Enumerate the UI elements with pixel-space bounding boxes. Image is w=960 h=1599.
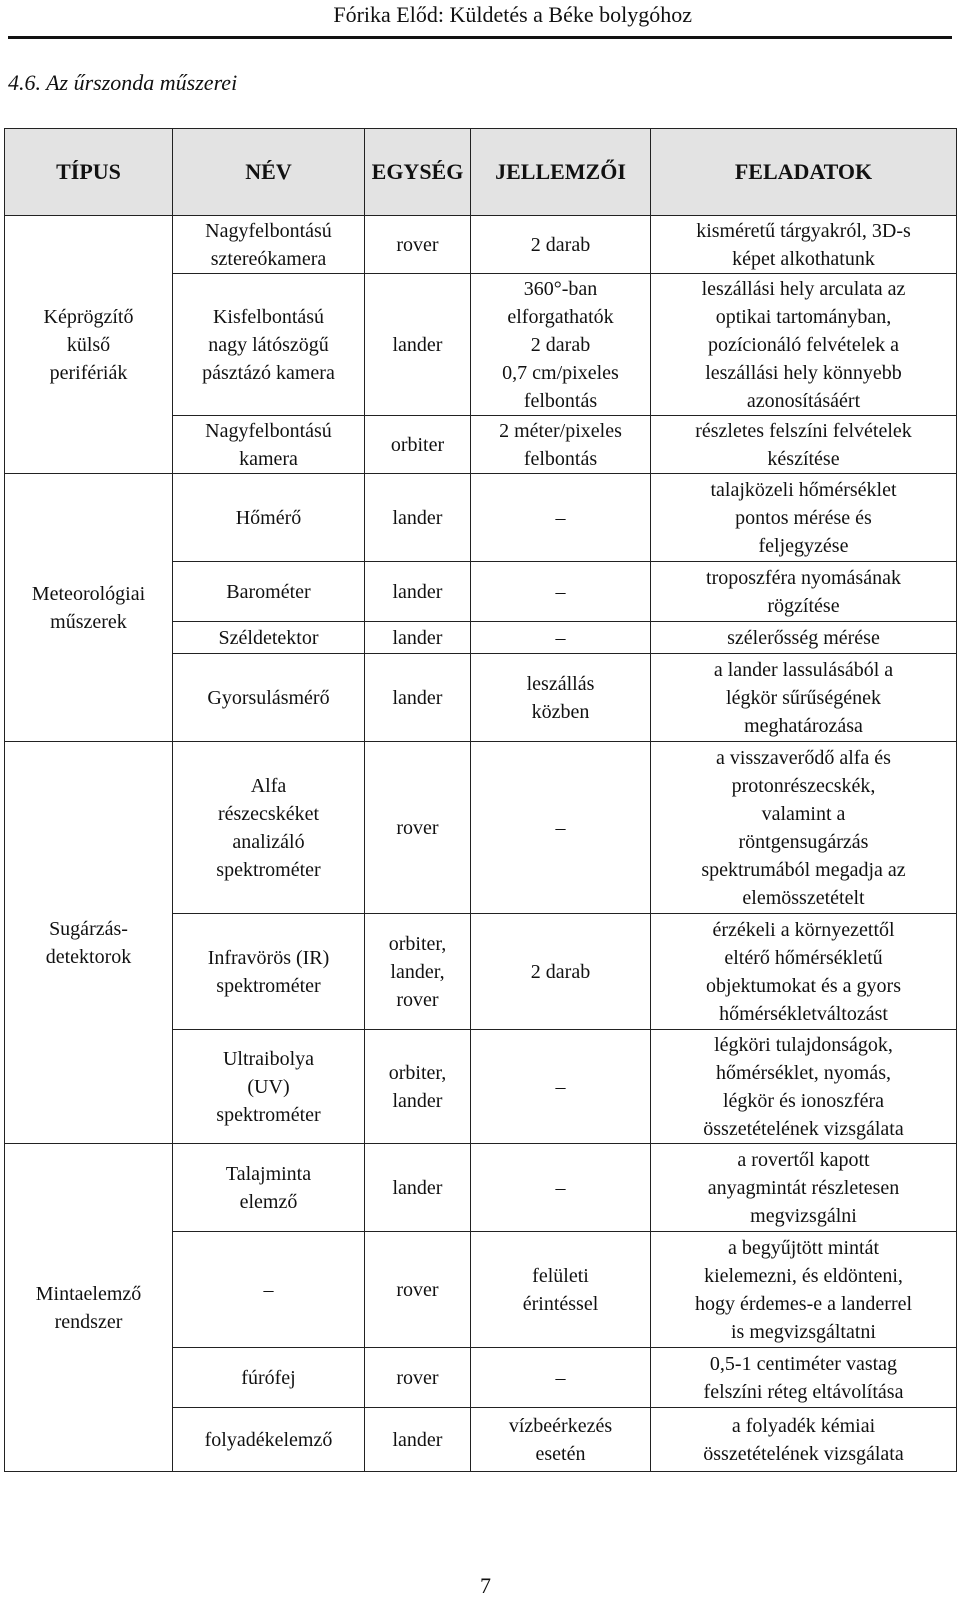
group-label: Mintaelemző rendszer <box>35 1282 142 1333</box>
instruments-table <box>4 128 957 1472</box>
instrument-spec: vízbeérkezés esetén <box>508 1414 613 1465</box>
instrument-task: leszállási hely arculata az optikai tartományban, pozícionáló felvételek a leszállási hely könnyebb azonosításáért <box>701 277 906 412</box>
instrument-task: troposzféra nyomásának rögzítése <box>706 566 901 617</box>
instrument-spec: 360°-ban elforgathatók 2 darab 0,7 cm/pixeles felbontás <box>502 277 619 412</box>
instrument-name: Nagyfelbontású kamera <box>205 419 332 470</box>
table-header-row <box>5 129 957 216</box>
instrument-spec: leszállás közben <box>526 672 595 723</box>
instrument-task: a begyűjtött mintát kielemezni, és eldönteni, hogy érdemes-e a landerrel is megvizsgáltatni <box>694 1236 913 1343</box>
instrument-name: Ultraibolya (UV) spektrométer <box>216 1047 321 1126</box>
instrument-task: szélerősség mérése <box>727 626 880 649</box>
page-number: 7 <box>480 1573 491 1598</box>
instrument-name: Talajminta elemző <box>225 1162 312 1213</box>
section-title: 4.6. Az űrszonda műszerei <box>8 70 238 95</box>
instrument-task: a visszaverődő alfa és protonrészecskék, valamint a röntgensugárzás spektrumából megadja az elemösszetételt <box>701 746 906 909</box>
instrument-spec: felületi érintéssel <box>522 1264 599 1315</box>
instrument-unit: lander <box>392 686 443 709</box>
instrument-unit: lander <box>392 626 443 649</box>
instrument-unit: rover <box>396 816 439 839</box>
instrument-unit: orbiter <box>390 433 445 456</box>
instrument-task: érzékeli a környezettől eltérő hőmérsékletű objektumokat és a gyors hőmérsékletváltozást <box>706 918 901 1025</box>
instrument-name: folyadékelemző <box>204 1428 333 1451</box>
col-header-nev: NÉV <box>173 129 365 216</box>
instrument-name: fúrófej <box>241 1366 296 1389</box>
instrument-spec: – <box>555 1176 566 1199</box>
instrument-spec: 2 darab <box>530 233 591 256</box>
instrument-unit: orbiter, lander, rover <box>388 932 447 1011</box>
group-cell <box>5 474 173 742</box>
group-label: Sugárzás- detektorok <box>45 917 132 968</box>
instrument-name: Hőmérő <box>235 506 302 529</box>
group-cell <box>5 1144 173 1472</box>
instrument-spec: – <box>555 1075 566 1098</box>
instrument-unit: lander <box>392 580 443 603</box>
col-header-egyseg: EGYSÉG <box>365 129 471 216</box>
group-cell <box>5 216 173 474</box>
instrument-unit: lander <box>392 506 443 529</box>
group-cell <box>5 742 173 1144</box>
instrument-name: – <box>263 1278 274 1301</box>
instrument-task: kisméretű tárgyakról, 3D-s képet alkothatunk <box>696 219 911 270</box>
instrument-task: a rovertől kapott anyagmintát részletesen megvizsgálni <box>707 1148 900 1227</box>
table-row <box>5 216 957 274</box>
instrument-spec: – <box>555 816 566 839</box>
table-row <box>5 742 957 914</box>
instrument-spec: – <box>555 626 566 649</box>
col-header-feladatok: FELADATOK <box>651 129 957 216</box>
running-header: Fórika Előd: Küldetés a Béke bolygóhoz <box>333 2 692 27</box>
col-header-jellemzoi: JELLEMZŐI <box>471 129 651 216</box>
instrument-name: Nagyfelbontású sztereókamera <box>205 219 332 270</box>
col-header-tipus: TÍPUS <box>5 129 173 216</box>
instrument-task: a folyadék kémiai összetételének vizsgálata <box>703 1414 904 1465</box>
instrument-spec: 2 darab <box>530 960 591 983</box>
group-label: Képrögzítő külső perifériák <box>43 305 134 384</box>
instrument-task: légköri tulajdonságok, hőmérséklet, nyomás, légkör és ionoszféra összetételének vizsgálata <box>703 1033 904 1140</box>
instrument-spec: – <box>555 1366 566 1389</box>
table-row <box>5 474 957 562</box>
instrument-unit: rover <box>396 1278 439 1301</box>
instrument-name: Gyorsulásmérő <box>207 686 330 709</box>
instrument-unit: lander <box>392 1176 443 1199</box>
instrument-unit: lander <box>392 1428 443 1451</box>
instrument-name: Infravörös (IR) spektrométer <box>207 946 330 997</box>
header-rule <box>8 36 952 39</box>
instrument-unit: rover <box>396 1366 439 1389</box>
instrument-spec: – <box>555 580 566 603</box>
instrument-task: részletes felszíni felvételek készítése <box>695 419 912 470</box>
instrument-unit: lander <box>392 333 443 356</box>
instrument-unit: rover <box>396 233 439 256</box>
instrument-task: talajközeli hőmérséklet pontos mérése és feljegyzése <box>710 478 897 557</box>
instrument-name: Barométer <box>226 580 311 603</box>
group-label: Meteorológiai műszerek <box>31 582 146 633</box>
instrument-spec: 2 méter/pixeles felbontás <box>499 419 622 470</box>
instrument-name: Széldetektor <box>218 626 319 649</box>
table-row <box>5 1144 957 1232</box>
instrument-task: a lander lassulásából a légkör sűrűségének meghatározása <box>713 658 894 737</box>
instrument-spec: – <box>555 506 566 529</box>
instrument-name: Alfa részecskéket analizáló spektrométer <box>216 774 321 881</box>
instrument-task: 0,5-1 centiméter vastag felszíni réteg eltávolítása <box>703 1352 904 1403</box>
instrument-name: Kisfelbontású nagy látószögű pásztázó kamera <box>202 305 335 384</box>
instrument-unit: orbiter, lander <box>388 1061 447 1112</box>
